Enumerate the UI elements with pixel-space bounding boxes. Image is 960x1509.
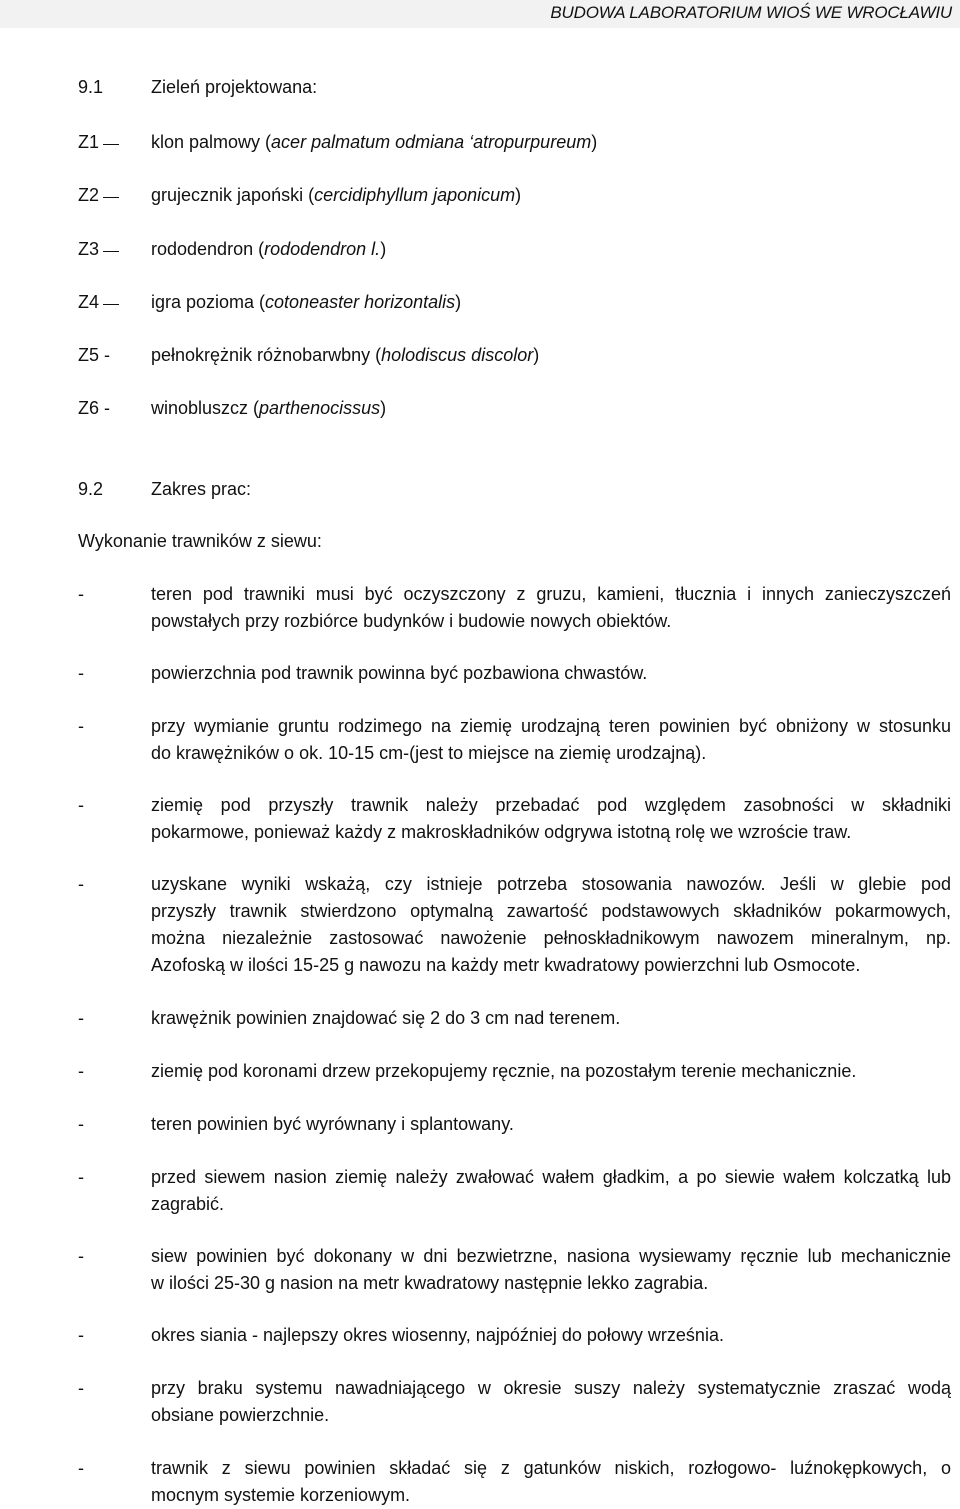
bullet-dash: - xyxy=(78,716,84,736)
plant-code: Z4 xyxy=(78,292,100,312)
header-title: BUDOWA LABORATORIUM WIOŚ WE WROCŁAWIU xyxy=(550,3,952,22)
section-number: 9.2 xyxy=(78,479,104,499)
plant-dash xyxy=(103,144,119,145)
bullet-line: obsiane powierzchnie. xyxy=(151,1405,330,1425)
plant-code: Z1 xyxy=(78,132,100,152)
plant-name xyxy=(151,289,461,315)
bullet-item xyxy=(151,1164,951,1218)
section-title: Zakres prac: xyxy=(151,479,252,499)
bullet-dash: - xyxy=(78,795,84,815)
plant-code: Z2 xyxy=(78,185,100,205)
bullet-dash: - xyxy=(78,1114,84,1134)
bullet-line: można niezależnie zastosować nawożenie pełnoskładnikowym nawozem mineralnym, np. xyxy=(151,928,951,948)
plant-dash xyxy=(103,197,119,198)
plant-close-paren: ) xyxy=(591,132,598,152)
bullet-item xyxy=(151,792,951,846)
plant-dash xyxy=(103,304,119,305)
bullet-item xyxy=(151,713,951,767)
bullet-line: powierzchnia pod trawnik powinna być pozbawiona chwastów. xyxy=(151,663,648,683)
bullet-dash: - xyxy=(78,874,84,894)
bullet-line: uzyskane wyniki wskażą, czy istnieje potrzeba stosowania nawozów. Jeśli w glebie pod xyxy=(151,874,951,894)
section-title: Zieleń projektowana: xyxy=(151,77,318,97)
bullet-item xyxy=(151,660,951,687)
bullet-dash: - xyxy=(78,1246,84,1266)
bullet-line: okres siania - najlepszy okres wiosenny, najpóźniej do połowy września. xyxy=(151,1325,724,1345)
bullet-line: zagrabić. xyxy=(151,1194,225,1214)
plant-close-paren: ) xyxy=(515,185,522,205)
plant-latin-name: acer palmatum odmiana ‘atropurpureum xyxy=(271,132,592,152)
bullet-line: teren pod trawniki musi być oczyszczony z gruzu, kamieni, tłucznia i innych zanieczyszczeń xyxy=(151,584,951,604)
bullet-line: przyszły trawnik stwierdzono optymalną zawartość podstawowych składników pokarmowych, xyxy=(151,901,951,921)
bullet-item xyxy=(151,1322,951,1349)
section-intro: Wykonanie trawników z siewu: xyxy=(78,531,322,551)
bullet-item xyxy=(151,1375,951,1429)
bullet-line: mocnym systemie korzeniowym. xyxy=(151,1485,411,1505)
bullet-line: Azofoską w ilości 15-25 g nawozu na każdy metr kwadratowy powierzchni lub Osmocote. xyxy=(151,955,861,975)
plant-common-name: pełnokrężnik różnobarwbny ( xyxy=(151,345,382,365)
plant-name xyxy=(151,182,521,208)
bullet-dash: - xyxy=(78,1378,84,1398)
plant-code: Z3 xyxy=(78,239,100,259)
plant-name xyxy=(151,395,386,421)
bullet-item xyxy=(151,1111,951,1138)
plant-name xyxy=(151,236,386,262)
plant-code: Z5 - xyxy=(78,345,111,365)
bullet-line: pokarmowe, ponieważ każdy z makroskładników odgrywa istotną rolę we wzroście traw. xyxy=(151,822,852,842)
bullet-line: ziemię pod koronami drzew przekopujemy ręcznie, na pozostałym terenie mechanicznie. xyxy=(151,1061,857,1081)
plant-close-paren: ) xyxy=(455,292,462,312)
plant-code: Z6 - xyxy=(78,398,111,418)
bullet-line: siew powinien być dokonany w dni bezwietrzne, nasiona wysiewamy ręcznie lub mechanicznie xyxy=(151,1246,951,1266)
bullet-line: w ilości 25-30 g nasion na metr kwadratowy następnie lekko zagrabia. xyxy=(151,1273,709,1293)
bullet-line: krawężnik powinien znajdować się 2 do 3 cm nad terenem. xyxy=(151,1008,621,1028)
bullet-item xyxy=(151,1005,951,1032)
plant-latin-name: cercidiphyllum japonicum xyxy=(314,185,516,205)
bullet-dash: - xyxy=(78,1458,84,1478)
section-number: 9.1 xyxy=(78,77,104,97)
bullet-line: przy braku systemu nawadniającego w okresie suszy należy systematycznie zraszać wodą xyxy=(151,1378,951,1398)
bullet-item xyxy=(151,1243,951,1297)
bullet-line: przed siewem nasion ziemię należy zwałować wałem gładkim, a po siewie wałem kolczatką lub xyxy=(151,1167,951,1187)
page-header xyxy=(0,0,960,28)
bullet-item xyxy=(151,1058,951,1085)
plant-name xyxy=(151,129,597,155)
bullet-dash: - xyxy=(78,1167,84,1187)
bullet-dash: - xyxy=(78,584,84,604)
bullet-line: powstałych przy rozbiórce budynków i budowie nowych obiektów. xyxy=(151,611,672,631)
plant-dash xyxy=(103,251,119,252)
plant-common-name: grujecznik japoński ( xyxy=(151,185,315,205)
bullet-dash: - xyxy=(78,663,84,683)
plant-close-paren: ) xyxy=(533,345,540,365)
plant-common-name: rododendron ( xyxy=(151,239,265,259)
bullet-line: przy wymianie gruntu rodzimego na ziemię urodzajną teren powinien być obniżony w stosunku xyxy=(151,716,951,736)
bullet-line: ziemię pod przyszły trawnik należy przebadać pod względem zasobności w składniki xyxy=(151,795,951,815)
plant-close-paren: ) xyxy=(380,398,387,418)
plant-latin-name: cotoneaster horizontalis xyxy=(265,292,456,312)
bullet-item xyxy=(151,581,951,635)
bullet-dash: - xyxy=(78,1325,84,1345)
bullet-line: trawnik z siewu powinien składać się z gatunków niskich, rozłogowo- luźnokępkowych, o xyxy=(151,1458,951,1478)
plant-latin-name: holodiscus discolor xyxy=(381,345,534,365)
plant-close-paren: ) xyxy=(380,239,387,259)
plant-latin-name: parthenocissus xyxy=(259,398,381,418)
plant-name xyxy=(151,342,539,368)
bullet-line: do krawężników o ok. 10-15 cm-(jest to miejsce na ziemię urodzajną). xyxy=(151,743,707,763)
plant-latin-name: rododendron l. xyxy=(264,239,381,259)
plant-common-name: winobluszcz ( xyxy=(151,398,260,418)
bullet-dash: - xyxy=(78,1061,84,1081)
plant-common-name: klon palmowy ( xyxy=(151,132,272,152)
plant-common-name: igra pozioma ( xyxy=(151,292,266,312)
bullet-item xyxy=(151,871,951,979)
bullet-item xyxy=(151,1455,951,1509)
bullet-line: teren powinien być wyrównany i splantowany. xyxy=(151,1114,514,1134)
bullet-dash: - xyxy=(78,1008,84,1028)
